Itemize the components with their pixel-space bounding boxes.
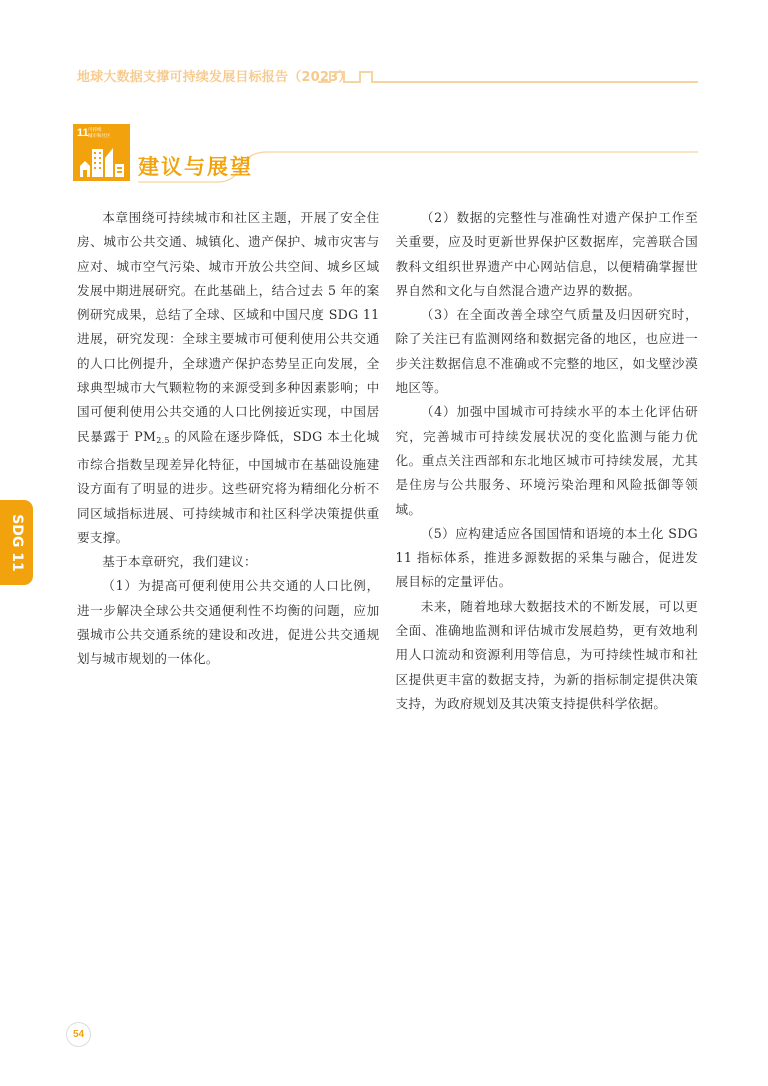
badge-label-line-2: 城市和社区 xyxy=(88,134,111,139)
badge-label-line-1: 可持续 xyxy=(88,128,102,133)
paragraph-suggestion-3: （3）在全面改善全球空气质量及归因研究时，除了关注已有监测网络和数据完备的地区，也应进一步关注数据信息不准确或不完整的地区，如戈壁沙漠地区等。 xyxy=(395,307,698,396)
paragraph-outlook: 未来，随着地球大数据技术的不断发展，可以更全面、准确地监测和评估城市发展趋势，更有效地利用人口流动和资源利用等信息，为可持续性城市和社区提供更丰富的数据支持，为新的指标制定提供决策支持，为政府规划及其决策支持提供科学依据。 xyxy=(395,598,698,711)
paragraph-intro-suggestions: 基于本章研究，我们建议： xyxy=(102,554,257,570)
running-title: 地球大数据支撑可持续发展目标报告（2023） xyxy=(77,70,352,85)
summary-text-part-2: 的风险在逐步降低，SDG 本土化城市综合指数呈现差异化特征，中国城市在基础设施建设方面有了明显的进步。这些研究将为精细化分析不同区域指标进展、可持续城市和社区科学决策提供重要支撑。 xyxy=(77,428,380,545)
sdg-side-tab xyxy=(0,500,33,585)
sdg11-badge xyxy=(73,124,130,181)
section-title: 建议与展望 xyxy=(138,155,253,179)
city-buildings-icon xyxy=(73,124,130,181)
paragraph-suggestion-5: （5）应构建适应各国国情和语境的本土化 SDG 11 指标体系，推进多源数据的采集与融合，促进发展目标的定量评估。 xyxy=(395,525,698,590)
summary-text-part-1: 本章围绕可持续城市和社区主题，开展了安全住房、城市公共交通、城镇化、遗产保护、城市灾害与应对、城市空气污染、城市开放公共空间、城乡区域发展中期进展研究。在此基础上，结合过去 5 年的案例研究成果，总结了全球、区域和中国尺度 SDG 11 进展，研究发现：全球主要城市可便利使用公共交通的人口比例提升，全球遗产保护态势呈正向发展，全球典型城市大气颗粒物的来源受到多种因素影响；中国可便利使用公共交通的人口比例接近实现，中国居民暴露于 xyxy=(77,210,380,444)
sdg-side-tab-label: SDG 11 xyxy=(8,513,25,572)
page-number: 54 xyxy=(66,1022,91,1047)
header-decoration xyxy=(318,70,698,84)
paragraph-suggestion-2: （2）数据的完整性与准确性对遗产保护工作至关重要，应及时更新世界保护区数据库，完善联合国教科文组织世界遗产中心网站信息，以便精确掌握世界自然和文化与自然混合遗产边界的数据。 xyxy=(395,210,698,298)
pm-subscript: 2.5 xyxy=(156,435,170,445)
body-text xyxy=(77,206,698,716)
pm-label: PM xyxy=(134,428,157,444)
paragraph-suggestion-1: （1）为提高可便利使用公共交通的人口比例，进一步解决全球公共交通便利性不均衡的问题，应加强城市公共交通系统的建设和改进，促进公共交通规划与城市规划的一体化。 xyxy=(77,578,380,667)
badge-number: 11 xyxy=(77,127,89,139)
paragraph-suggestion-4: （4）加强中国城市可持续水平的本土化评估研究，完善城市可持续发展状况的变化监测与能力优化。重点关注西部和东北地区城市可持续发展，尤其是住房与公共服务、环境污染治理和风险抵御等领域。 xyxy=(395,404,698,517)
paragraph-summary xyxy=(77,206,380,550)
